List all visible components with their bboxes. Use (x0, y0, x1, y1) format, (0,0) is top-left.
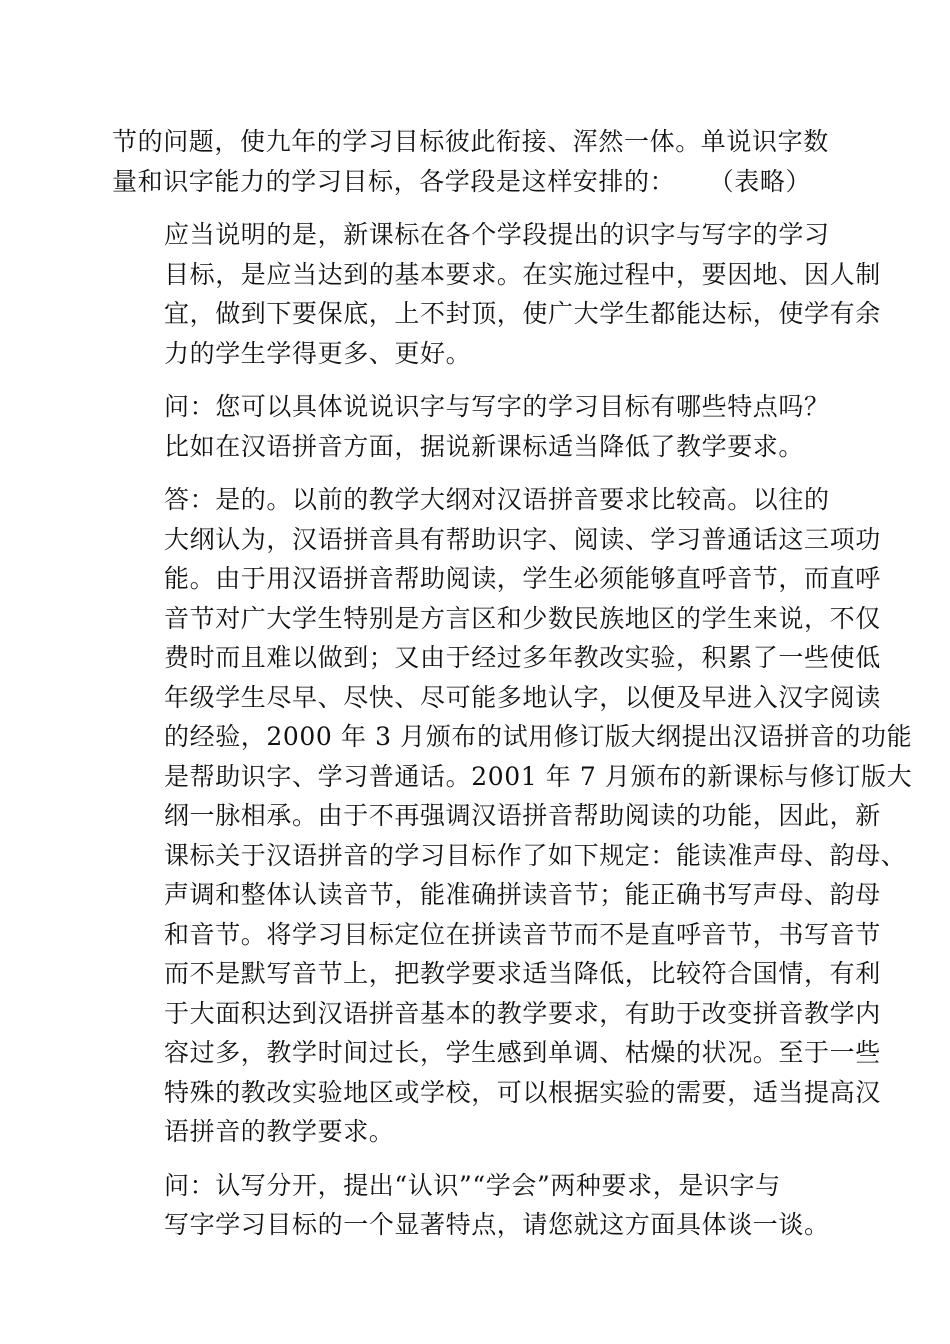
text-line: 课标关于汉语拼音的学习目标作了如下规定：能读准声母、韵母、 (164, 840, 907, 870)
text-line (112, 162, 832, 202)
text-line: 答：是的。以前的教学大纲对汉语拼音要求比较高。以往的 (164, 485, 830, 514)
text-line: 比如在汉语拼音方面，据说新课标适当降低了教学要求。 (164, 431, 805, 461)
text-line: 容过多，教学时间过长，学生感到单调、枯燥的状况。至于一些 (164, 1038, 881, 1067)
text-line: 特殊的教改实验地区或学校，可以根据实验的需要，适当提高汉 (164, 1077, 881, 1107)
text-line: 目标，是应当达到的基本要求。在实施过程中，要因地、因人制 (164, 259, 881, 289)
text-line: 和音节。将学习目标定位在拼读音节而不是直呼音节，书写音节 (164, 919, 881, 949)
text-line: 节的问题，使九年的学习目标彼此衔接、浑然一体。单说识字数 (112, 127, 829, 156)
paragraph-answer-pinyin (112, 480, 913, 1152)
paragraph-question-recognition-writing (112, 1166, 832, 1245)
paragraph-question-pinyin (112, 387, 832, 466)
text-line: 问：您可以具体说说识字与写字的学习目标有哪些特点吗？ (164, 392, 830, 421)
paragraph-basic-requirements (112, 215, 881, 373)
text-line: 纲一脉相承。由于不再强调汉语拼音帮助阅读的功能，因此，新 (164, 801, 881, 830)
paragraph-learning-goals-intro (112, 122, 832, 201)
text-line: 而不是默写音节上，把教学要求适当降低，比较符合国情，有利 (164, 959, 881, 988)
text-line: 的经验，2000 年 3 月颁布的试用修订版大纲提出汉语拼音的功能 (164, 722, 913, 751)
text-line: 宜，做到下要保底，上不封顶，使广大学生都能达标，使学有余 (164, 299, 881, 328)
text-line: 费时而且难以做到；又由于经过多年教改实验，积累了一些使低 (164, 643, 881, 672)
article-body (112, 122, 913, 1259)
text-line: 能。由于用汉语拼音帮助阅读，学生必须能够直呼音节，而直呼 (164, 564, 881, 593)
text-line-content: 量和识字能力的学习目标，各学段是这样安排的： (112, 166, 676, 196)
text-line: 是帮助识字、学习普通话。2001 年 7 月颁布的新课标与修订版大 (164, 761, 913, 791)
text-line: 写字学习目标的一个显著特点，请您就这方面具体谈一谈。 (164, 1210, 830, 1239)
text-line: 年级学生尽早、尽快、尽可能多地认字，以便及早进入汉字阅读 (164, 682, 881, 712)
text-line: 大纲认为，汉语拼音具有帮助识字、阅读、学习普通话这三项功 (164, 524, 881, 554)
text-line: 力的学生学得更多、更好。 (164, 338, 472, 368)
text-line: 问：认写分开，提出“认识”“学会”两种要求，是识字与 (164, 1170, 781, 1200)
text-line: 应当说明的是，新课标在各个学段提出的识字与写字的学习 (164, 220, 830, 249)
text-line: 语拼音的教学要求。 (164, 1117, 395, 1146)
text-line: 音节对广大学生特别是方言区和少数民族地区的学生来说，不仅 (164, 603, 881, 633)
text-line: 声调和整体认读音节，能准确拼读音节；能正确书写声母、韵母 (164, 880, 881, 909)
table-omitted-note: （表略） (721, 166, 812, 196)
text-line: 于大面积达到汉语拼音基本的教学要求，有助于改变拼音教学内 (164, 998, 881, 1028)
